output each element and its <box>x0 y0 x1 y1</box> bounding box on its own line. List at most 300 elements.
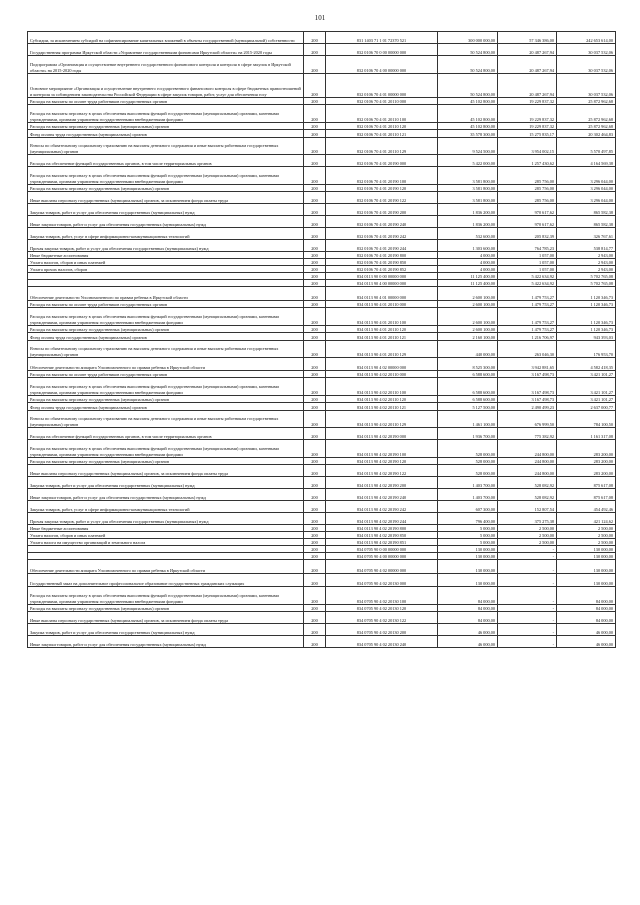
table-row <box>28 636 616 648</box>
cell-unexecuted-amount: 5 570 497,85 <box>557 138 616 155</box>
table-row <box>28 560 616 574</box>
cell-budget-classification-code: 832 0106 70 4 01 20190 850 <box>326 259 438 266</box>
cell-name: Обеспечение деятельности Уполномоченного по правам ребенка в Иркутской области <box>28 287 304 301</box>
cell-line-code: 200 <box>304 273 326 280</box>
cell-budget-classification-code: 834 0705 90 4 02 20130 200 <box>326 624 438 636</box>
cell-unexecuted-amount: 30 037 532,06 <box>557 56 616 74</box>
cell-unexecuted-amount: 242 653 614,00 <box>557 32 616 44</box>
cell-unexecuted-amount: 1 120 346,73 <box>557 301 616 308</box>
cell-budget-classification-code: 834 0113 90 4 02 20110 121 <box>326 403 438 411</box>
cell-budget-classification-code: 832 0106 70 4 01 20190 244 <box>326 240 438 252</box>
cell-executed-amount: 764 785,23 <box>498 240 557 252</box>
cell-executed-amount: 244 800,00 <box>498 465 557 477</box>
cell-budget-classification-code: 832 0106 70 4 01 20190 100 <box>326 167 438 185</box>
cell-budget-classification-code: 834 0705 90 4 02 00000 000 <box>326 560 438 574</box>
cell-unexecuted-amount: 3 421 101,27 <box>557 371 616 378</box>
cell-budget-classification-code: 834 0705 90 4 02 20130 100 <box>326 587 438 605</box>
cell-name: Основное мероприятие «Организация и осуществление внутреннего государственного финансового контроля в сфере бюджетных правоотношений и контроля за соблюдением законодательства Российской Федерации в сфере закупок товаров, работ, услуг для обеспечения госу <box>28 74 304 98</box>
cell-budget-classification-code: 834 0113 90 4 02 20190 850 <box>326 532 438 539</box>
cell-budget-classification-code: 834 0113 90 4 01 20110 000 <box>326 301 438 308</box>
cell-name: Государственная программа Иркутской области «Управление государственными финансами Иркутской области» на 2015-2020 годы <box>28 44 304 56</box>
table-row <box>28 308 616 326</box>
cell-name <box>28 273 304 280</box>
cell-unexecuted-amount: 2 500,00 <box>557 525 616 532</box>
cell-name: Иные выплаты персоналу государственных (муниципальных) органов, за исключением фонда оплаты труда <box>28 465 304 477</box>
cell-unexecuted-amount: 130 000,00 <box>557 546 616 553</box>
cell-name: Расходы на выплаты персоналу государственных (муниципальных) органов <box>28 185 304 192</box>
cell-unexecuted-amount: 30 037 532,06 <box>557 44 616 56</box>
cell-executed-amount: 676 999,50 <box>498 411 557 428</box>
cell-approved-amount: 5 422 000,00 <box>438 155 498 167</box>
cell-name: Фонд оплаты труда государственных (муниципальных) органов <box>28 403 304 411</box>
cell-approved-amount: 5 000,00 <box>438 532 498 539</box>
cell-name: Взносы по обязательному социальному страхованию на выплаты денежного содержания и иные выплаты работникам государственных (муниципальных) органов <box>28 138 304 155</box>
cell-budget-classification-code: 831 1403 71 1 01 72370 521 <box>326 32 438 44</box>
cell-executed-amount: - <box>498 587 557 605</box>
cell-unexecuted-amount: 4 582 418,35 <box>557 358 616 371</box>
cell-line-code: 200 <box>304 56 326 74</box>
cell-approved-amount: 2 600 100,00 <box>438 308 498 326</box>
cell-budget-classification-code: 834 0113 90 4 02 20190 100 <box>326 440 438 458</box>
cell-approved-amount: 3 581 800,00 <box>438 192 498 204</box>
cell-executed-amount: - <box>498 560 557 574</box>
cell-approved-amount: 2 600 100,00 <box>438 301 498 308</box>
cell-executed-amount: 1 257 430,62 <box>498 155 557 167</box>
cell-executed-amount: 2 490 499,23 <box>498 403 557 411</box>
cell-approved-amount: 528 000,00 <box>438 458 498 465</box>
cell-executed-amount: 528 082,92 <box>498 477 557 489</box>
cell-budget-classification-code: 832 0106 70 4 01 20110 120 <box>326 123 438 130</box>
table-row <box>28 192 616 204</box>
cell-name: Расходы на выплаты персоналу государственных (муниципальных) органов <box>28 326 304 333</box>
cell-approved-amount: 45 102 800,00 <box>438 123 498 130</box>
cell-name <box>28 553 304 560</box>
cell-approved-amount: 796 400,00 <box>438 513 498 525</box>
cell-budget-classification-code: 834 0113 90 4 02 20190 000 <box>326 428 438 440</box>
cell-name: Обеспечение деятельности аппарата Уполномоченного по правам ребенка в Иркутской области <box>28 358 304 371</box>
cell-approved-amount: 607 300,00 <box>438 501 498 513</box>
cell-executed-amount: 19 229 837,32 <box>498 98 557 105</box>
cell-unexecuted-amount: 130 000,00 <box>557 553 616 560</box>
cell-line-code: 200 <box>304 280 326 287</box>
table-row <box>28 396 616 403</box>
cell-name: Иные закупки товаров, работ и услуг для обеспечения государственных (муниципальных) нужд <box>28 636 304 648</box>
cell-unexecuted-amount: 3 421 101,27 <box>557 396 616 403</box>
cell-name: Уплата налогов, сборов и иных платежей <box>28 532 304 539</box>
cell-line-code: 200 <box>304 465 326 477</box>
table-row <box>28 204 616 216</box>
cell-budget-classification-code: 834 0113 90 4 01 00000 000 <box>326 287 438 301</box>
cell-approved-amount: 3 581 800,00 <box>438 185 498 192</box>
cell-line-code: 200 <box>304 259 326 266</box>
cell-executed-amount: 2 500,00 <box>498 539 557 546</box>
cell-approved-amount: 440 000,00 <box>438 341 498 358</box>
cell-budget-classification-code: 832 0106 70 4 01 20190 852 <box>326 266 438 273</box>
cell-approved-amount: 4 000,00 <box>438 259 498 266</box>
table-row <box>28 378 616 396</box>
cell-unexecuted-amount: 326 767,61 <box>557 228 616 240</box>
table-row <box>28 465 616 477</box>
cell-unexecuted-amount: 4 164 569,38 <box>557 155 616 167</box>
table-row <box>28 252 616 259</box>
cell-approved-amount: 8 525 300,00 <box>438 358 498 371</box>
table-row <box>28 216 616 228</box>
cell-name: Иные бюджетные ассигнования <box>28 525 304 532</box>
cell-name: Государственный заказ на дополнительное профессиональное образование государственных гражданских служащих <box>28 574 304 587</box>
table-row <box>28 273 616 280</box>
cell-budget-classification-code: 832 0106 70 4 01 00000 000 <box>326 74 438 98</box>
cell-budget-classification-code: 834 0113 90 4 02 20190 200 <box>326 477 438 489</box>
table-row <box>28 56 616 74</box>
cell-approved-amount: 2 600 100,00 <box>438 326 498 333</box>
cell-name: Расходы на выплаты персоналу в целях обеспечения выполнения функций государственными (муниципальными) органами, казенными учреждениями, органами управления государственными внебюджетными фондами <box>28 378 304 396</box>
cell-executed-amount: 285 756,00 <box>498 192 557 204</box>
cell-line-code: 200 <box>304 204 326 216</box>
cell-line-code: 200 <box>304 287 326 301</box>
cell-budget-classification-code: 834 0705 90 4 02 20130 122 <box>326 612 438 624</box>
cell-approved-amount: 46 000,00 <box>438 624 498 636</box>
cell-line-code: 200 <box>304 477 326 489</box>
table-row <box>28 138 616 155</box>
cell-unexecuted-amount: 1 120 346,73 <box>557 308 616 326</box>
table-row <box>28 587 616 605</box>
cell-executed-amount: - <box>498 612 557 624</box>
table-row <box>28 228 616 240</box>
cell-name: Расходы на выплаты персоналу государственных (муниципальных) органов <box>28 123 304 130</box>
cell-executed-amount: - <box>498 553 557 560</box>
cell-name: Прочая закупка товаров, работ и услуг для обеспечения государственных (муниципальных) нужд <box>28 240 304 252</box>
cell-approved-amount: 1 836 200,00 <box>438 204 498 216</box>
cell-executed-amount: 1 479 753,27 <box>498 326 557 333</box>
cell-executed-amount: 5 422 634,92 <box>498 273 557 280</box>
cell-line-code: 200 <box>304 636 326 648</box>
cell-line-code: 200 <box>304 155 326 167</box>
table-row <box>28 501 616 513</box>
cell-budget-classification-code: 834 0113 90 4 02 20190 120 <box>326 458 438 465</box>
table-row <box>28 489 616 501</box>
cell-approved-amount: 2 160 100,00 <box>438 333 498 341</box>
cell-approved-amount: 46 000,00 <box>438 636 498 648</box>
cell-executed-amount: 57 346 386,00 <box>498 32 557 44</box>
cell-unexecuted-amount: 176 953,70 <box>557 341 616 358</box>
cell-name: Иные выплаты персоналу государственных (муниципальных) органов, за исключением фонда оплаты труда <box>28 612 304 624</box>
cell-approved-amount: 130 000,00 <box>438 553 498 560</box>
cell-line-code: 200 <box>304 216 326 228</box>
cell-executed-amount: 263 046,30 <box>498 341 557 358</box>
cell-budget-classification-code: 834 0113 90 4 02 20110 120 <box>326 396 438 403</box>
cell-approved-amount: 532 600,00 <box>438 228 498 240</box>
cell-line-code: 200 <box>304 74 326 98</box>
cell-line-code: 200 <box>304 341 326 358</box>
table-row <box>28 280 616 287</box>
cell-executed-amount: 1 479 753,27 <box>498 287 557 301</box>
cell-line-code: 200 <box>304 266 326 273</box>
cell-budget-classification-code: 834 0113 90 4 00 00000 000 <box>326 280 438 287</box>
cell-unexecuted-amount: 3 296 044,00 <box>557 185 616 192</box>
cell-executed-amount: 1 216 706,97 <box>498 333 557 341</box>
cell-name: Субсидии, за исключением субсидий на софинансирование капитальных вложений в объекты государственной (муниципальной) собственности <box>28 32 304 44</box>
cell-line-code: 200 <box>304 358 326 371</box>
cell-executed-amount: 1 479 753,27 <box>498 308 557 326</box>
cell-line-code: 200 <box>304 553 326 560</box>
table-row <box>28 411 616 428</box>
cell-line-code: 200 <box>304 123 326 130</box>
cell-unexecuted-amount: 2 943,00 <box>557 252 616 259</box>
cell-name <box>28 280 304 287</box>
table-row <box>28 624 616 636</box>
cell-unexecuted-amount: 30 037 532,06 <box>557 74 616 98</box>
cell-approved-amount: 35 578 300,00 <box>438 130 498 138</box>
cell-budget-classification-code: 834 0113 90 0 00 00000 000 <box>326 273 438 280</box>
cell-name: Иные закупки товаров, работ и услуг для обеспечения государственных (муниципальных) нужд <box>28 489 304 501</box>
cell-name: Иные закупки товаров, работ и услуг для обеспечения государственных (муниципальных) нужд <box>28 216 304 228</box>
cell-executed-amount: - <box>498 636 557 648</box>
cell-budget-classification-code: 834 0113 90 4 02 20110 100 <box>326 378 438 396</box>
cell-line-code: 200 <box>304 326 326 333</box>
cell-unexecuted-amount: 2 943,00 <box>557 259 616 266</box>
cell-name: Закупка товаров, работ и услуг для обеспечения государственных (муниципальных) нужд <box>28 477 304 489</box>
cell-line-code: 200 <box>304 546 326 553</box>
cell-line-code: 200 <box>304 560 326 574</box>
cell-executed-amount: 20 487 267,94 <box>498 74 557 98</box>
cell-unexecuted-amount: 943 393,03 <box>557 333 616 341</box>
cell-approved-amount: 6 588 600,00 <box>438 378 498 396</box>
cell-executed-amount: 5 422 634,92 <box>498 280 557 287</box>
cell-line-code: 200 <box>304 185 326 192</box>
cell-unexecuted-amount: 538 814,77 <box>557 240 616 252</box>
cell-approved-amount: 3 581 800,00 <box>438 167 498 185</box>
table-row <box>28 98 616 105</box>
cell-budget-classification-code: 832 0106 70 4 01 20110 121 <box>326 130 438 138</box>
table-row <box>28 333 616 341</box>
cell-approved-amount: 5 127 500,00 <box>438 403 498 411</box>
cell-line-code: 200 <box>304 525 326 532</box>
cell-line-code: 200 <box>304 240 326 252</box>
cell-approved-amount: 6 588 600,00 <box>438 371 498 378</box>
cell-unexecuted-amount: 46 000,00 <box>557 636 616 648</box>
cell-budget-classification-code: 834 0113 90 4 01 20110 100 <box>326 308 438 326</box>
cell-line-code: 200 <box>304 403 326 411</box>
cell-name: Закупка товаров, работ, услуг в сфере информационно-коммуникационных технологий <box>28 501 304 513</box>
cell-line-code: 200 <box>304 378 326 396</box>
cell-name: Иные бюджетные ассигнования <box>28 252 304 259</box>
cell-unexecuted-amount: 2 943,00 <box>557 266 616 273</box>
table-row <box>28 371 616 378</box>
cell-executed-amount: 775 382,92 <box>498 428 557 440</box>
cell-unexecuted-amount: 25 872 962,68 <box>557 105 616 123</box>
cell-budget-classification-code: 834 0113 90 4 02 20190 851 <box>326 539 438 546</box>
cell-name: Расходы на обеспечение функций государственных органов, в том числе территориальных органов <box>28 428 304 440</box>
cell-unexecuted-amount: 5 702 765,08 <box>557 280 616 287</box>
cell-budget-classification-code: 834 0113 90 4 02 20190 800 <box>326 525 438 532</box>
cell-line-code: 200 <box>304 489 326 501</box>
cell-line-code: 200 <box>304 605 326 612</box>
cell-budget-classification-code: 832 0106 70 4 01 20190 200 <box>326 204 438 216</box>
cell-name: Закупка товаров, работ и услуг для обеспечения государственных (муниципальных) нужд <box>28 624 304 636</box>
cell-approved-amount: 1 403 700,00 <box>438 477 498 489</box>
cell-executed-amount: 244 800,00 <box>498 458 557 465</box>
cell-name: Расходы на выплаты персоналу в целях обеспечения выполнения функций государственными (муниципальными) органами, казенными учреждениями, органами управления государственными внебюджетными фондами <box>28 308 304 326</box>
cell-executed-amount: 528 082,92 <box>498 489 557 501</box>
cell-line-code: 200 <box>304 167 326 185</box>
cell-unexecuted-amount: 84 000,00 <box>557 587 616 605</box>
table-row <box>28 612 616 624</box>
cell-budget-classification-code: 832 0106 70 4 01 20190 242 <box>326 228 438 240</box>
cell-approved-amount: 11 125 400,00 <box>438 280 498 287</box>
cell-unexecuted-amount: 784 100,50 <box>557 411 616 428</box>
cell-unexecuted-amount: 3 421 101,27 <box>557 378 616 396</box>
cell-unexecuted-amount: 5 702 765,08 <box>557 273 616 280</box>
cell-approved-amount: 528 000,00 <box>438 440 498 458</box>
cell-budget-classification-code: 832 0106 70 4 01 20190 240 <box>326 216 438 228</box>
cell-budget-classification-code: 834 0113 90 4 02 20190 242 <box>326 501 438 513</box>
cell-executed-amount: 3 954 002,15 <box>498 138 557 155</box>
cell-line-code: 200 <box>304 624 326 636</box>
cell-name: Обеспечение деятельности аппарата Уполномоченного по правам ребенка в Иркутской области <box>28 560 304 574</box>
cell-budget-classification-code: 832 0106 70 4 01 20190 122 <box>326 192 438 204</box>
cell-budget-classification-code: 832 0106 70 0 00 00000 000 <box>326 44 438 56</box>
cell-budget-classification-code: 832 0106 70 4 01 20110 129 <box>326 138 438 155</box>
cell-budget-classification-code: 834 0113 90 4 02 20110 129 <box>326 411 438 428</box>
cell-name: Расходы на выплаты по оплате труда работников государственных органов <box>28 98 304 105</box>
cell-name: Расходы на выплаты персоналу в целях обеспечения выполнения функций государственными (муниципальными) органами, казенными учреждениями, органами управления государственными внебюджетными фондами <box>28 440 304 458</box>
table-row <box>28 155 616 167</box>
cell-executed-amount: 20 487 267,94 <box>498 56 557 74</box>
table-row <box>28 32 616 44</box>
cell-approved-amount: 45 102 800,00 <box>438 105 498 123</box>
cell-line-code: 200 <box>304 44 326 56</box>
cell-approved-amount: 4 000,00 <box>438 266 498 273</box>
table-row <box>28 458 616 465</box>
cell-approved-amount: 84 000,00 <box>438 605 498 612</box>
table-row <box>28 259 616 266</box>
cell-approved-amount: 130 000,00 <box>438 546 498 553</box>
cell-executed-amount: - <box>498 546 557 553</box>
table-row <box>28 326 616 333</box>
table-row <box>28 428 616 440</box>
cell-approved-amount: 528 000,00 <box>438 465 498 477</box>
cell-approved-amount: 50 524 800,00 <box>438 44 498 56</box>
cell-name: Закупка товаров, работ и услуг для обеспечения государственных (муниципальных) нужд <box>28 204 304 216</box>
cell-unexecuted-amount: 25 872 962,68 <box>557 123 616 130</box>
cell-executed-amount: 285 756,00 <box>498 185 557 192</box>
cell-executed-amount: 970 617,62 <box>498 216 557 228</box>
cell-name: Расходы на выплаты персоналу в целях обеспечения выполнения функций государственными (муниципальными) органами, казенными учреждениями, органами управления государственными внебюджетными фондами <box>28 587 304 605</box>
cell-name: Прочая закупка товаров, работ и услуг для обеспечения государственных (муниципальных) нужд <box>28 513 304 525</box>
cell-budget-classification-code: 834 0113 90 4 02 20110 000 <box>326 371 438 378</box>
cell-line-code: 200 <box>304 301 326 308</box>
cell-executed-amount: 205 832,39 <box>498 228 557 240</box>
cell-budget-classification-code: 832 0106 70 4 01 20110 100 <box>326 105 438 123</box>
cell-line-code: 200 <box>304 574 326 587</box>
cell-name: Расходы на выплаты персоналу в целях обеспечения выполнения функций государственными (муниципальными) органами, казенными учреждениями, органами управления государственными внебюджетными фондами <box>28 167 304 185</box>
cell-executed-amount: 15 275 835,17 <box>498 130 557 138</box>
cell-name: Расходы на выплаты персоналу в целях обеспечения выполнения функций государственными (муниципальными) органами, казенными учреждениями, органами управления государственными внебюджетными фондами <box>28 105 304 123</box>
cell-name: Расходы на выплаты по оплате труда работников государственных органов <box>28 301 304 308</box>
budget-execution-table <box>27 31 616 648</box>
cell-budget-classification-code: 834 0113 90 4 02 20190 122 <box>326 465 438 477</box>
cell-unexecuted-amount: 130 000,00 <box>557 560 616 574</box>
cell-unexecuted-amount: 454 492,46 <box>557 501 616 513</box>
table-row <box>28 287 616 301</box>
cell-executed-amount: 1 057,00 <box>498 266 557 273</box>
table-row <box>28 574 616 587</box>
cell-approved-amount: 9 524 500,00 <box>438 138 498 155</box>
cell-approved-amount: 1 403 700,00 <box>438 489 498 501</box>
table-row <box>28 525 616 532</box>
cell-approved-amount: 1 461 100,00 <box>438 411 498 428</box>
table-row <box>28 532 616 539</box>
cell-budget-classification-code: 832 0106 70 4 01 20110 000 <box>326 98 438 105</box>
table-row <box>28 185 616 192</box>
table-row <box>28 74 616 98</box>
cell-budget-classification-code: 834 0705 90 4 02 20130 120 <box>326 605 438 612</box>
cell-line-code: 200 <box>304 612 326 624</box>
cell-line-code: 200 <box>304 130 326 138</box>
cell-unexecuted-amount: 1 120 346,73 <box>557 326 616 333</box>
cell-line-code: 200 <box>304 411 326 428</box>
cell-name: Фонд оплаты труда государственных (муниципальных) органов <box>28 130 304 138</box>
cell-unexecuted-amount: 283 200,00 <box>557 458 616 465</box>
cell-budget-classification-code: 834 0113 90 4 01 20110 121 <box>326 333 438 341</box>
table-row <box>28 240 616 252</box>
cell-name: Фонд оплаты труда государственных (муниципальных) органов <box>28 333 304 341</box>
table-row <box>28 605 616 612</box>
cell-unexecuted-amount: 2 637 000,77 <box>557 403 616 411</box>
cell-budget-classification-code: 834 0113 90 4 02 20190 244 <box>326 513 438 525</box>
cell-unexecuted-amount: 865 582,38 <box>557 204 616 216</box>
cell-budget-classification-code: 834 0113 90 4 02 20190 240 <box>326 489 438 501</box>
cell-line-code: 200 <box>304 458 326 465</box>
cell-budget-classification-code: 834 0113 90 4 02 00000 000 <box>326 358 438 371</box>
table-row <box>28 513 616 525</box>
table-row <box>28 130 616 138</box>
cell-unexecuted-amount: 2 500,00 <box>557 532 616 539</box>
cell-budget-classification-code: 834 0113 90 4 01 20110 129 <box>326 341 438 358</box>
cell-executed-amount: 2 500,00 <box>498 525 557 532</box>
cell-name: Уплата прочих налогов, сборов <box>28 266 304 273</box>
cell-line-code: 200 <box>304 371 326 378</box>
cell-unexecuted-amount: 46 000,00 <box>557 624 616 636</box>
page-number: 101 <box>314 14 326 22</box>
cell-unexecuted-amount: 875 617,08 <box>557 477 616 489</box>
cell-line-code: 200 <box>304 252 326 259</box>
cell-unexecuted-amount: 3 296 044,00 <box>557 167 616 185</box>
cell-line-code: 200 <box>304 138 326 155</box>
cell-unexecuted-amount: 84 000,00 <box>557 605 616 612</box>
cell-budget-classification-code: 834 0705 90 4 02 20130 240 <box>326 636 438 648</box>
cell-name: Расходы на выплаты по оплате труда работников государственных органов <box>28 371 304 378</box>
cell-budget-classification-code: 832 0106 70 4 01 20190 800 <box>326 252 438 259</box>
cell-executed-amount: 3 167 498,73 <box>498 396 557 403</box>
cell-unexecuted-amount: 283 200,00 <box>557 465 616 477</box>
table-row <box>28 105 616 123</box>
table-row <box>28 123 616 130</box>
cell-approved-amount: 5 000,00 <box>438 525 498 532</box>
cell-unexecuted-amount: 1 120 346,73 <box>557 287 616 301</box>
cell-line-code: 200 <box>304 539 326 546</box>
table-row <box>28 539 616 546</box>
cell-line-code: 200 <box>304 501 326 513</box>
cell-executed-amount: 1 057,00 <box>498 259 557 266</box>
cell-name: Иные выплаты персоналу государственных (муниципальных) органов, за исключением фонда оплаты труда <box>28 192 304 204</box>
cell-line-code: 200 <box>304 532 326 539</box>
table-row <box>28 341 616 358</box>
cell-approved-amount: 130 000,00 <box>438 574 498 587</box>
cell-name: Уплата налогов, сборов и иных платежей <box>28 259 304 266</box>
cell-executed-amount: 244 800,00 <box>498 440 557 458</box>
cell-line-code: 200 <box>304 396 326 403</box>
